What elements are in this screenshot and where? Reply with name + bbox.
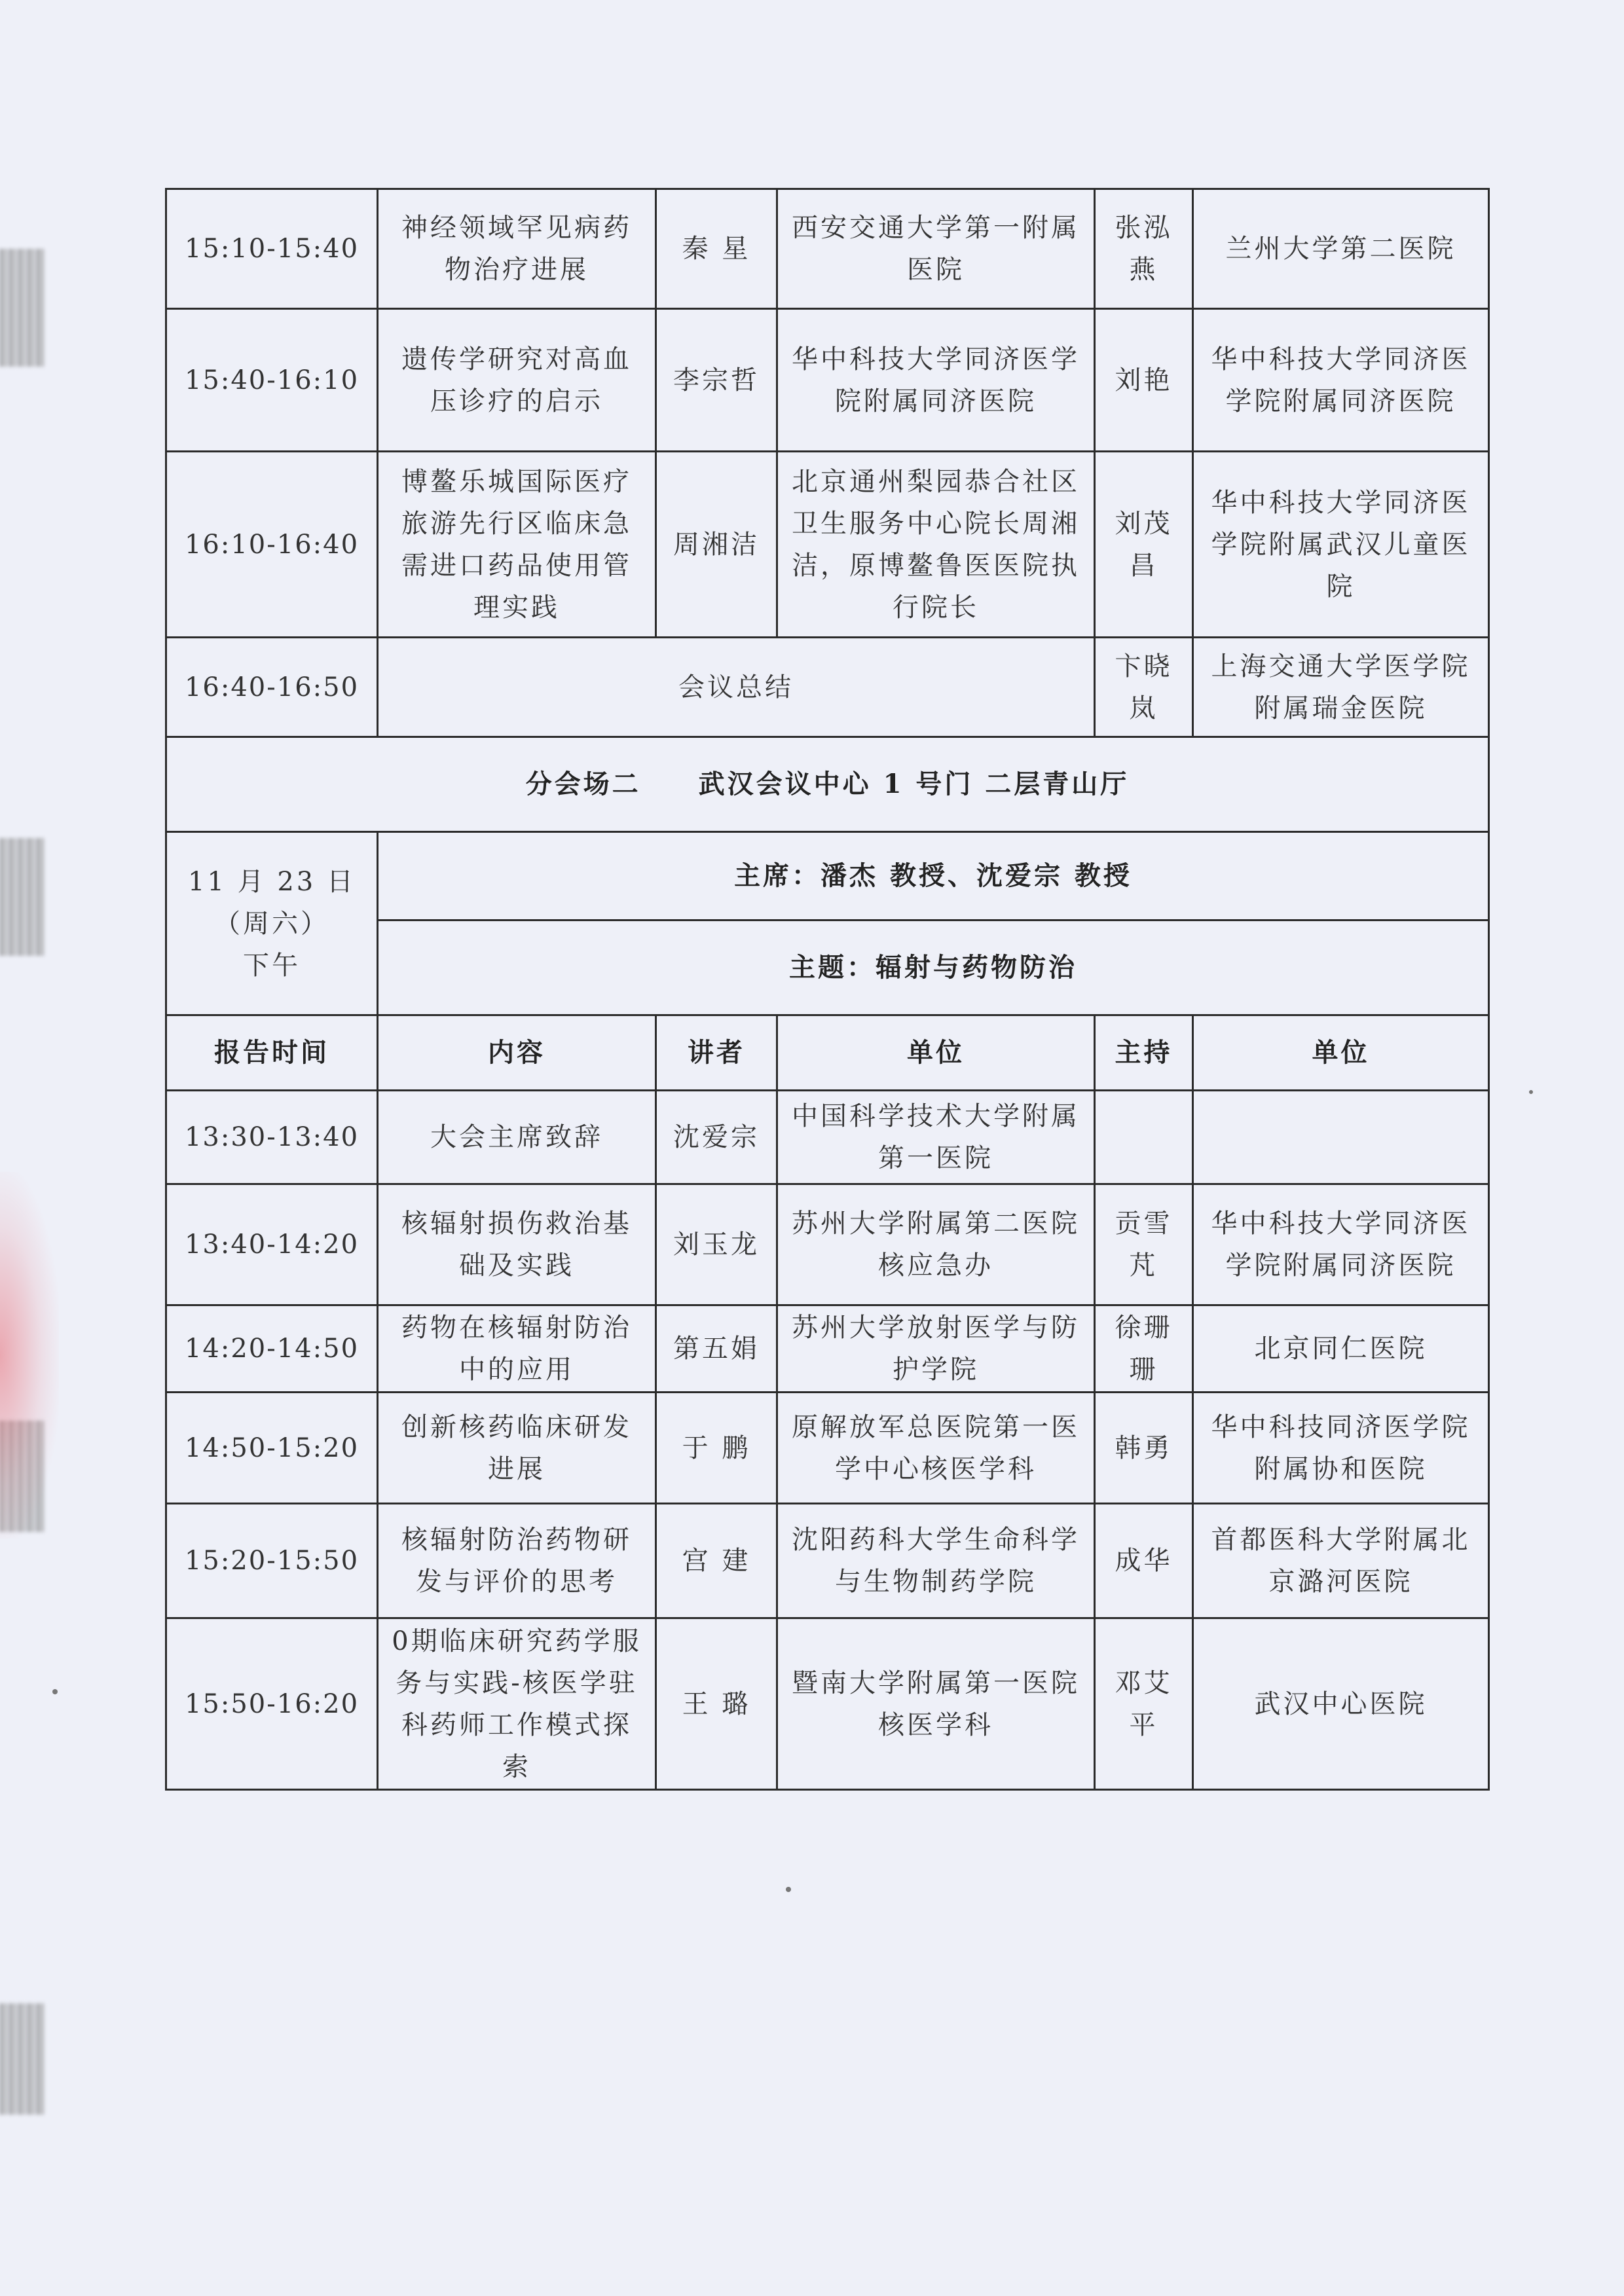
unit-cell: 原解放军总医院第一医学中心核医学科 xyxy=(777,1393,1095,1504)
content-cell: 药物在核辐射防治中的应用 xyxy=(378,1305,656,1393)
host-cell: 贡雪芃 xyxy=(1095,1184,1193,1305)
table-row xyxy=(166,1393,1489,1504)
content-cell: 大会主席致辞 xyxy=(378,1091,656,1184)
host-cell: 张泓燕 xyxy=(1095,189,1193,309)
table-row xyxy=(166,638,1489,737)
session-title-row xyxy=(166,737,1489,832)
host-cell xyxy=(1095,1091,1193,1184)
header-speaker: 讲者 xyxy=(656,1015,777,1091)
header-row xyxy=(166,1015,1489,1091)
unit-cell: 北京通州梨园恭合社区卫生服务中心院长周湘洁，原博鳌鲁医医院执行院长 xyxy=(777,452,1095,638)
schedule-table xyxy=(165,188,1490,1791)
host-cell: 成华 xyxy=(1095,1504,1193,1618)
scan-artifact xyxy=(0,2003,46,2115)
session-chair: 主席：潘杰 教授、沈爱宗 教授 xyxy=(378,832,1489,920)
speaker-cell: 第五娟 xyxy=(656,1305,777,1393)
speaker-cell: 刘玉龙 xyxy=(656,1184,777,1305)
content-cell: 神经领域罕见病药物治疗进展 xyxy=(378,189,656,309)
chair-row xyxy=(166,832,1489,920)
table-row xyxy=(166,1091,1489,1184)
unit-cell: 暨南大学附属第一医院核医学科 xyxy=(777,1618,1095,1790)
content-cell: 0期临床研究药学服务与实践-核医学驻科药师工作模式探索 xyxy=(378,1618,656,1790)
header-content: 内容 xyxy=(378,1015,656,1091)
content-cell: 核辐射损伤救治基础及实践 xyxy=(378,1184,656,1305)
session-period: 下午 xyxy=(243,950,301,981)
speaker-cell: 宫 建 xyxy=(656,1504,777,1618)
host-cell: 徐珊珊 xyxy=(1095,1305,1193,1393)
session-date-cell xyxy=(166,832,378,1015)
table-row xyxy=(166,452,1489,638)
time-cell: 15:50-16:20 xyxy=(166,1618,378,1790)
scan-speck xyxy=(1529,1090,1533,1094)
speaker-cell: 秦 星 xyxy=(656,189,777,309)
table-row xyxy=(166,1504,1489,1618)
time-cell: 16:10-16:40 xyxy=(166,452,378,638)
speaker-cell: 周湘洁 xyxy=(656,452,777,638)
scan-artifact xyxy=(0,249,46,367)
session-title: 分会场二 武汉会议中心 1 号门 二层青山厅 xyxy=(166,737,1489,832)
host-unit-cell: 华中科技大学同济医学院附属同济医院 xyxy=(1193,309,1489,452)
header-unit: 单位 xyxy=(777,1015,1095,1091)
summary-content-cell: 会议总结 xyxy=(378,638,1095,737)
table-row xyxy=(166,309,1489,452)
time-cell: 14:20-14:50 xyxy=(166,1305,378,1393)
scan-artifact xyxy=(0,838,46,956)
unit-cell: 中国科学技术大学附属第一医院 xyxy=(777,1091,1095,1184)
unit-cell: 华中科技大学同济医学院附属同济医院 xyxy=(777,309,1095,452)
speaker-cell: 于 鹏 xyxy=(656,1393,777,1504)
host-cell: 卞晓岚 xyxy=(1095,638,1193,737)
speaker-cell: 王 璐 xyxy=(656,1618,777,1790)
time-cell: 14:50-15:20 xyxy=(166,1393,378,1504)
host-cell: 韩勇 xyxy=(1095,1393,1193,1504)
host-unit-cell: 武汉中心医院 xyxy=(1193,1618,1489,1790)
host-cell: 邓艾平 xyxy=(1095,1618,1193,1790)
content-cell: 遗传学研究对高血压诊疗的启示 xyxy=(378,309,656,452)
host-unit-cell: 华中科技大学同济医学院附属武汉儿童医院 xyxy=(1193,452,1489,638)
session-theme: 主题：辐射与药物防治 xyxy=(378,920,1489,1015)
host-unit-cell: 华中科技同济医学院附属协和医院 xyxy=(1193,1393,1489,1504)
red-stamp-fragment xyxy=(0,1172,59,1539)
scan-speck xyxy=(52,1689,58,1694)
header-time: 报告时间 xyxy=(166,1015,378,1091)
table-row xyxy=(166,189,1489,309)
host-unit-cell: 兰州大学第二医院 xyxy=(1193,189,1489,309)
speaker-cell: 沈爱宗 xyxy=(656,1091,777,1184)
header-host-unit: 单位 xyxy=(1193,1015,1489,1091)
session-weekday: （周六） xyxy=(214,908,329,939)
time-cell: 16:40-16:50 xyxy=(166,638,378,737)
content-cell: 核辐射防治药物研发与评价的思考 xyxy=(378,1504,656,1618)
time-cell: 15:40-16:10 xyxy=(166,309,378,452)
time-cell: 15:20-15:50 xyxy=(166,1504,378,1618)
time-cell: 15:10-15:40 xyxy=(166,189,378,309)
host-cell: 刘艳 xyxy=(1095,309,1193,452)
host-cell: 刘茂昌 xyxy=(1095,452,1193,638)
host-unit-cell: 华中科技大学同济医学院附属同济医院 xyxy=(1193,1184,1489,1305)
host-unit-cell xyxy=(1193,1091,1489,1184)
scan-speck xyxy=(786,1887,791,1892)
table-row xyxy=(166,1305,1489,1393)
content-cell: 创新核药临床研发进展 xyxy=(378,1393,656,1504)
content-cell: 博鳌乐城国际医疗旅游先行区临床急需进口药品使用管理实践 xyxy=(378,452,656,638)
host-unit-cell: 首都医科大学附属北京潞河医院 xyxy=(1193,1504,1489,1618)
host-unit-cell: 上海交通大学医学院附属瑞金医院 xyxy=(1193,638,1489,737)
session-date: 11 月 23 日 xyxy=(188,866,356,897)
table-row xyxy=(166,1618,1489,1790)
time-cell: 13:30-13:40 xyxy=(166,1091,378,1184)
table-row xyxy=(166,1184,1489,1305)
time-cell: 13:40-14:20 xyxy=(166,1184,378,1305)
unit-cell: 苏州大学附属第二医院核应急办 xyxy=(777,1184,1095,1305)
unit-cell: 沈阳药科大学生命科学与生物制药学院 xyxy=(777,1504,1095,1618)
header-host: 主持 xyxy=(1095,1015,1193,1091)
speaker-cell: 李宗哲 xyxy=(656,309,777,452)
unit-cell: 苏州大学放射医学与防护学院 xyxy=(777,1305,1095,1393)
host-unit-cell: 北京同仁医院 xyxy=(1193,1305,1489,1393)
unit-cell: 西安交通大学第一附属医院 xyxy=(777,189,1095,309)
